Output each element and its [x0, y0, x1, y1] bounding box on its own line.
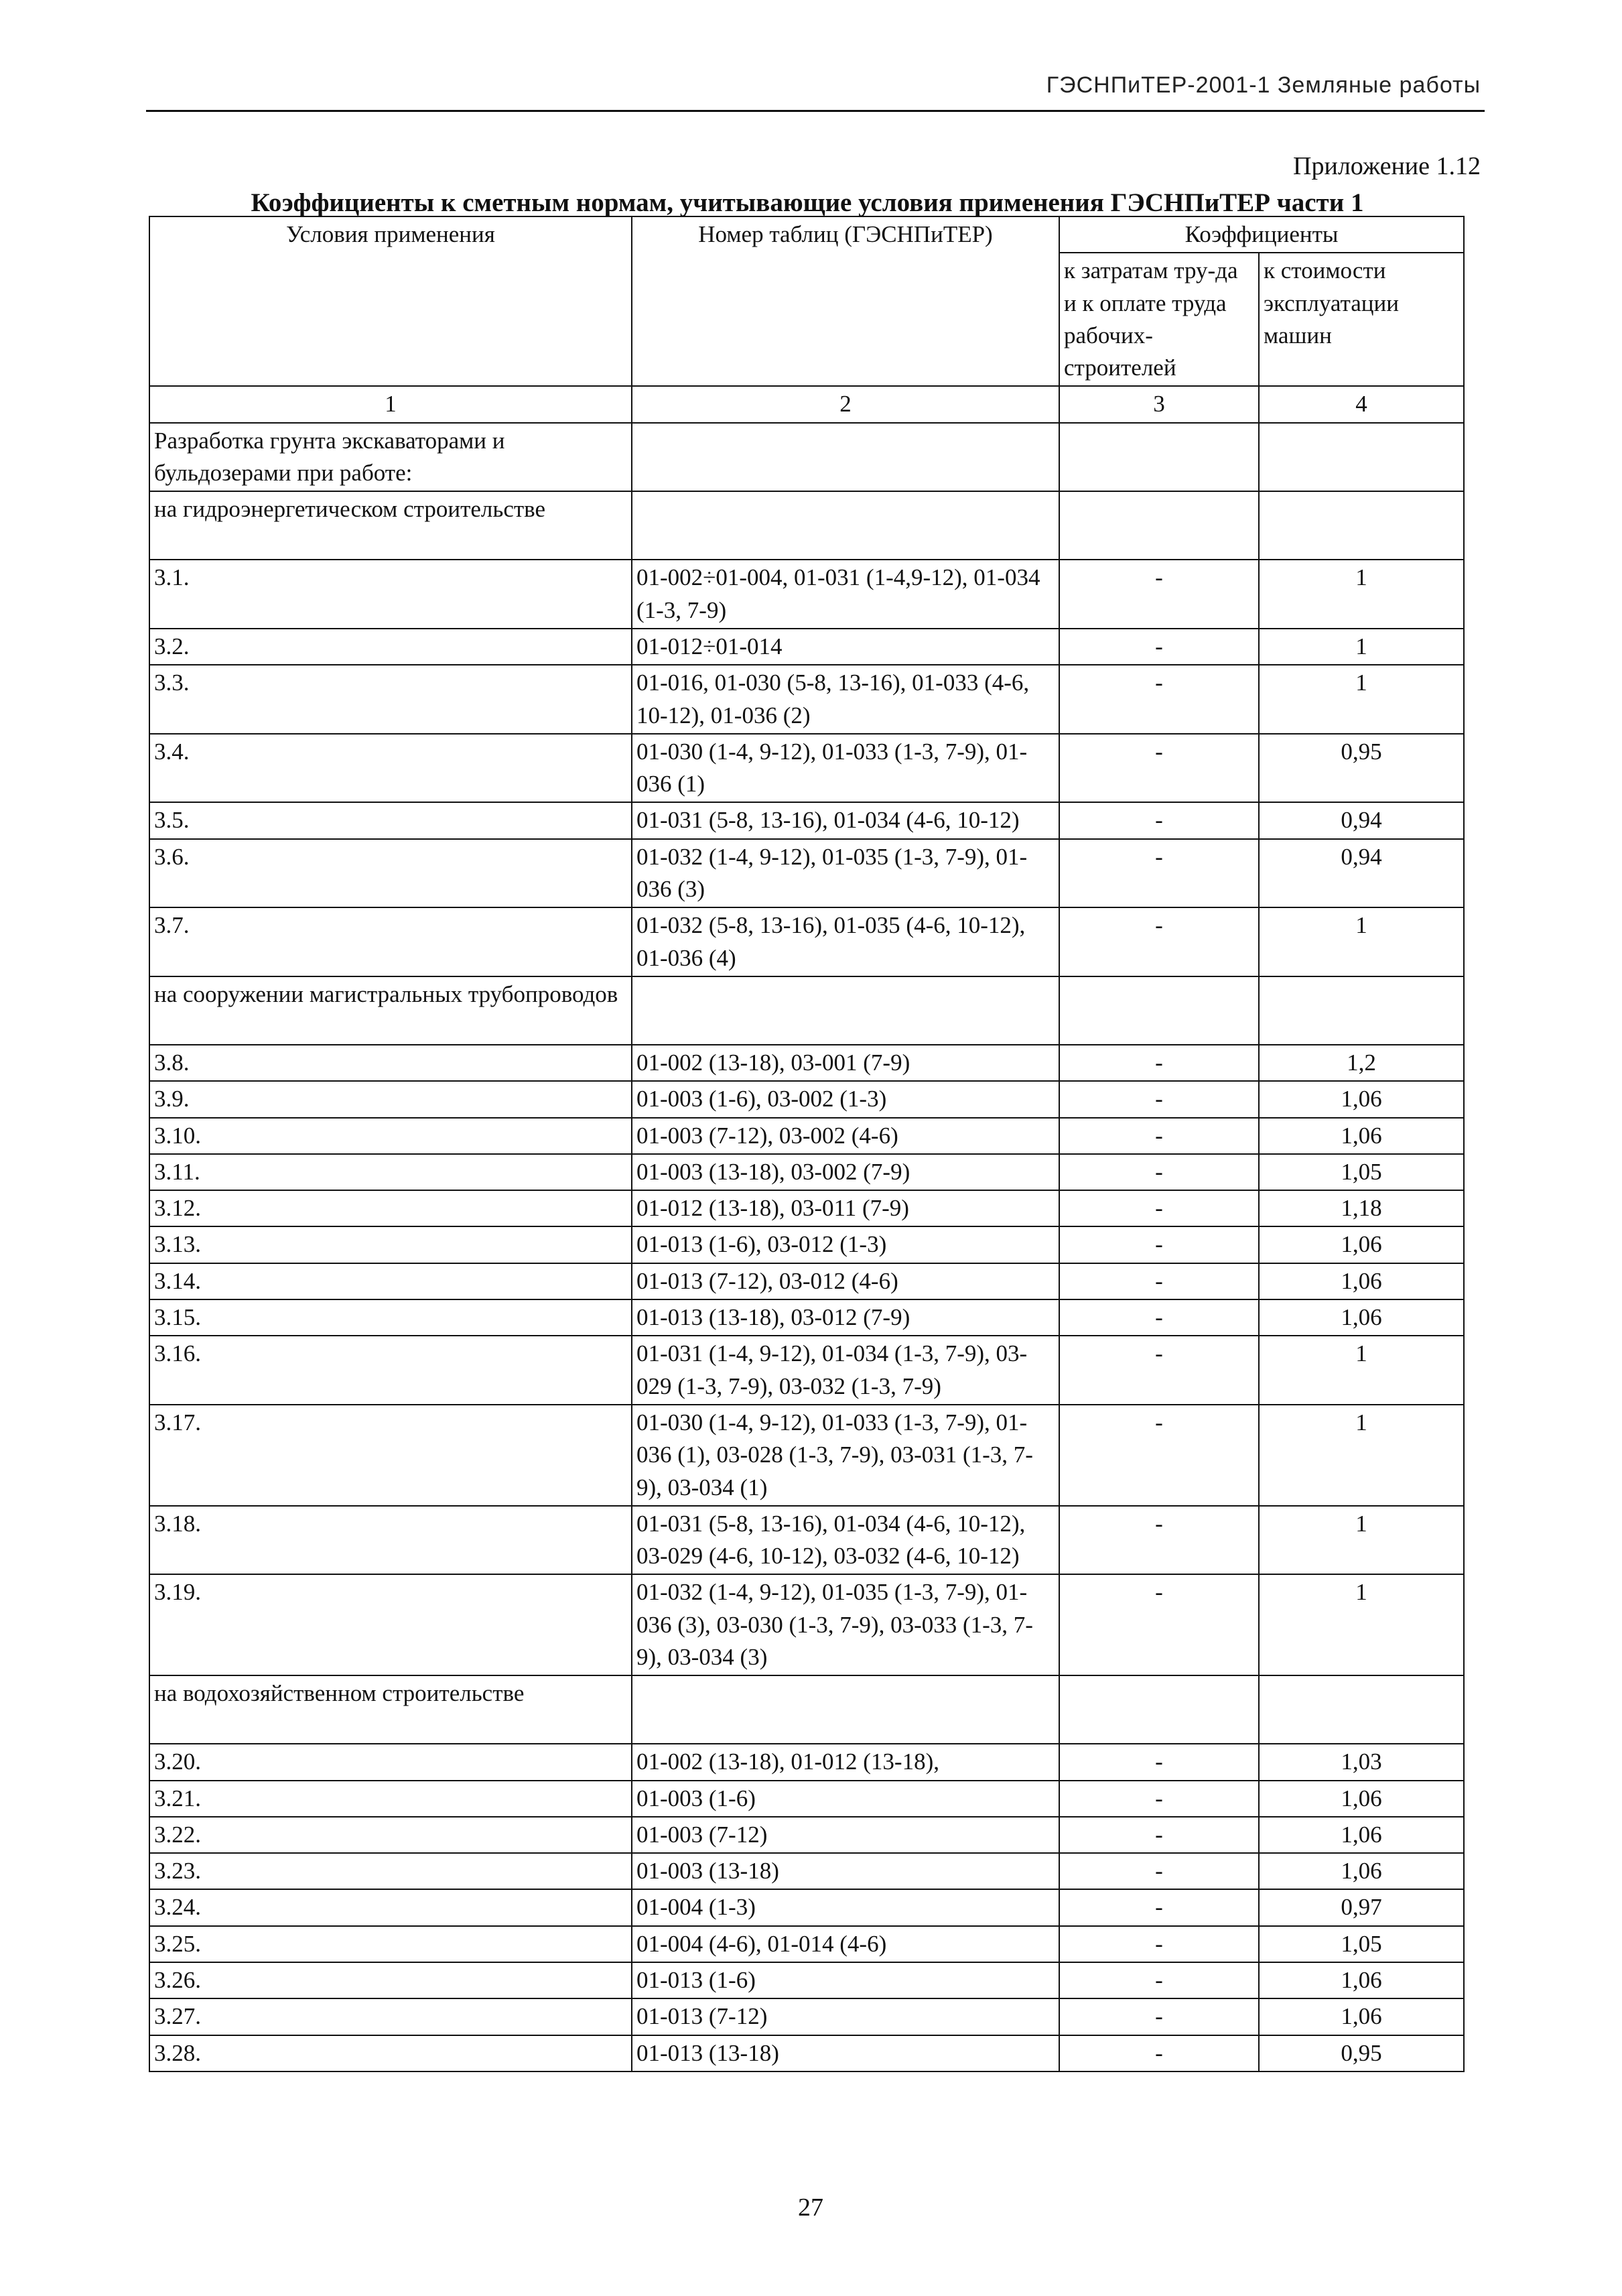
item-number: 3.11. [149, 1154, 632, 1190]
machine-coefficient: 1,06 [1259, 1781, 1464, 1817]
labor-coefficient: - [1059, 1336, 1259, 1405]
table-numbers: 01-013 (7-12), 03-012 (4-6) [632, 1263, 1059, 1299]
item-number: 3.6. [149, 839, 632, 908]
table-row [149, 907, 1464, 976]
item-number: 3.9. [149, 1081, 632, 1117]
table-numbers: 01-030 (1-4, 9-12), 01-033 (1-3, 7-9), 01-036 (1) [632, 734, 1059, 803]
column-number-row [149, 386, 1464, 422]
empty-cell [632, 976, 1059, 1045]
machine-coefficient: 1,18 [1259, 1190, 1464, 1226]
coefficients-table [149, 216, 1465, 2072]
item-number: 3.7. [149, 907, 632, 976]
labor-coefficient: - [1059, 1889, 1259, 1925]
empty-cell [1259, 423, 1464, 492]
labor-coefficient: - [1059, 1045, 1259, 1081]
machine-coefficient: 1,05 [1259, 1926, 1464, 1962]
table-numbers: 01-003 (1-6) [632, 1781, 1059, 1817]
item-number: 3.23. [149, 1853, 632, 1889]
labor-coefficient: - [1059, 1926, 1259, 1962]
item-number: 3.26. [149, 1962, 632, 1998]
table-row [149, 1226, 1464, 1263]
table-row [149, 1962, 1464, 1998]
item-number: 3.25. [149, 1926, 632, 1962]
table-row [149, 1045, 1464, 1081]
machine-coefficient: 0,94 [1259, 839, 1464, 908]
machine-coefficient: 1,05 [1259, 1154, 1464, 1190]
table-row [149, 1853, 1464, 1889]
column-number: 4 [1259, 386, 1464, 422]
item-number: 3.10. [149, 1118, 632, 1154]
item-number: 3.18. [149, 1506, 632, 1575]
table-numbers: 01-031 (1-4, 9-12), 01-034 (1-3, 7-9), 03-029 (1-3, 7-9), 03-032 (1-3, 7-9) [632, 1336, 1059, 1405]
table-numbers: 01-004 (4-6), 01-014 (4-6) [632, 1926, 1059, 1962]
machine-coefficient: 1,06 [1259, 1998, 1464, 2035]
machine-coefficient: 1 [1259, 1574, 1464, 1675]
table-numbers: 01-032 (5-8, 13-16), 01-035 (4-6, 10-12), 01-036 (4) [632, 907, 1059, 976]
table-row [149, 802, 1464, 838]
table-row [149, 1336, 1464, 1405]
machine-coefficient: 1,06 [1259, 1853, 1464, 1889]
item-number: 3.21. [149, 1781, 632, 1817]
header-rule [146, 110, 1485, 112]
table-row [149, 1781, 1464, 1817]
empty-cell [1059, 423, 1259, 492]
machine-coefficient: 0,97 [1259, 1889, 1464, 1925]
table-row [149, 1081, 1464, 1117]
table-numbers: 01-031 (5-8, 13-16), 01-034 (4-6, 10-12) [632, 802, 1059, 838]
table-numbers: 01-030 (1-4, 9-12), 01-033 (1-3, 7-9), 01-036 (1), 03-028 (1-3, 7-9), 03-031 (1-3, 7-9), 03-034 (1) [632, 1405, 1059, 1506]
labor-coefficient: - [1059, 1405, 1259, 1506]
labor-coefficient: - [1059, 1118, 1259, 1154]
table-body [149, 216, 1464, 2071]
page-number: 27 [798, 2193, 823, 2222]
table-numbers: 01-002 (13-18), 03-001 (7-9) [632, 1045, 1059, 1081]
table-numbers: 01-032 (1-4, 9-12), 01-035 (1-3, 7-9), 01-036 (3) [632, 839, 1059, 908]
header-labor: к затратам тру-да и к оплате труда рабочих-строителей [1059, 253, 1259, 386]
table-numbers: 01-012÷01-014 [632, 629, 1059, 665]
empty-cell [632, 1675, 1059, 1744]
table-row [149, 1889, 1464, 1925]
empty-cell [632, 423, 1059, 492]
header-machines: к стоимости эксплуатации машин [1259, 253, 1464, 386]
header-conditions: Условия применения [149, 216, 632, 386]
table-row [149, 1817, 1464, 1853]
table-row [149, 1506, 1464, 1575]
labor-coefficient: - [1059, 1574, 1259, 1675]
empty-cell [1059, 1675, 1259, 1744]
empty-cell [1059, 976, 1259, 1045]
table-row [149, 1926, 1464, 1962]
machine-coefficient: 1 [1259, 1336, 1464, 1405]
item-number: 3.8. [149, 1045, 632, 1081]
labor-coefficient: - [1059, 1817, 1259, 1853]
labor-coefficient: - [1059, 560, 1259, 629]
table-row [149, 1263, 1464, 1299]
header-coefficients: Коэффициенты [1059, 216, 1464, 253]
empty-cell [1259, 491, 1464, 560]
section-title: на гидроэнергетическом строительстве [149, 491, 632, 560]
machine-coefficient: 0,95 [1259, 2035, 1464, 2071]
table-numbers: 01-003 (13-18) [632, 1853, 1059, 1889]
machine-coefficient: 1,06 [1259, 1081, 1464, 1117]
item-number: 3.24. [149, 1889, 632, 1925]
table-numbers: 01-013 (13-18) [632, 2035, 1059, 2071]
labor-coefficient: - [1059, 1998, 1259, 2035]
header-table-number: Номер таблиц (ГЭСНПиТЕР) [632, 216, 1059, 386]
machine-coefficient: 1 [1259, 629, 1464, 665]
machine-coefficient: 0,95 [1259, 734, 1464, 803]
appendix-label: Приложение 1.12 [1293, 152, 1481, 180]
table-numbers: 01-002÷01-004, 01-031 (1-4,9-12), 01-034 (1-3, 7-9) [632, 560, 1059, 629]
labor-coefficient: - [1059, 629, 1259, 665]
table-row [149, 734, 1464, 803]
labor-coefficient: - [1059, 1081, 1259, 1117]
labor-coefficient: - [1059, 839, 1259, 908]
intro-text: Разработка грунта экскаваторами и бульдозерами при работе: [149, 423, 632, 492]
labor-coefficient: - [1059, 907, 1259, 976]
table-row [149, 629, 1464, 665]
labor-coefficient: - [1059, 1299, 1259, 1336]
table-numbers: 01-002 (13-18), 01-012 (13-18), [632, 1744, 1059, 1780]
item-number: 3.2. [149, 629, 632, 665]
table-numbers: 01-013 (13-18), 03-012 (7-9) [632, 1299, 1059, 1336]
machine-coefficient: 1,06 [1259, 1299, 1464, 1336]
labor-coefficient: - [1059, 1190, 1259, 1226]
table-row [149, 1744, 1464, 1780]
table-row [149, 560, 1464, 629]
table-row [149, 665, 1464, 734]
item-number: 3.17. [149, 1405, 632, 1506]
machine-coefficient: 1,2 [1259, 1045, 1464, 1081]
table-numbers: 01-031 (5-8, 13-16), 01-034 (4-6, 10-12), 03-029 (4-6, 10-12), 03-032 (4-6, 10-12) [632, 1506, 1059, 1575]
column-number: 1 [149, 386, 632, 422]
table-numbers: 01-016, 01-030 (5-8, 13-16), 01-033 (4-6, 10-12), 01-036 (2) [632, 665, 1059, 734]
column-number: 3 [1059, 386, 1259, 422]
machine-coefficient: 1 [1259, 560, 1464, 629]
labor-coefficient: - [1059, 1506, 1259, 1575]
table-numbers: 01-003 (7-12), 03-002 (4-6) [632, 1118, 1059, 1154]
table-row [149, 839, 1464, 908]
item-number: 3.14. [149, 1263, 632, 1299]
table-row [149, 1118, 1464, 1154]
labor-coefficient: - [1059, 1781, 1259, 1817]
item-number: 3.27. [149, 1998, 632, 2035]
table-row [149, 1190, 1464, 1226]
machine-coefficient: 1,03 [1259, 1744, 1464, 1780]
item-number: 3.19. [149, 1574, 632, 1675]
machine-coefficient: 0,94 [1259, 802, 1464, 838]
section-row [149, 976, 1464, 1045]
item-number: 3.22. [149, 1817, 632, 1853]
empty-cell [1259, 976, 1464, 1045]
machine-coefficient: 1 [1259, 665, 1464, 734]
section-row [149, 1675, 1464, 1744]
labor-coefficient: - [1059, 1962, 1259, 1998]
machine-coefficient: 1 [1259, 907, 1464, 976]
section-title: на сооружении магистральных трубопроводов [149, 976, 632, 1045]
labor-coefficient: - [1059, 1154, 1259, 1190]
item-number: 3.20. [149, 1744, 632, 1780]
running-header: ГЭСНПиТЕР-2001-1 Земляные работы [1046, 72, 1481, 98]
labor-coefficient: - [1059, 1263, 1259, 1299]
item-number: 3.1. [149, 560, 632, 629]
table-numbers: 01-012 (13-18), 03-011 (7-9) [632, 1190, 1059, 1226]
table-title: Коэффициенты к сметным нормам, учитывающие условия применения ГЭСНПиТЕР части 1 [251, 188, 1364, 217]
table-numbers: 01-003 (13-18), 03-002 (7-9) [632, 1154, 1059, 1190]
machine-coefficient: 1,06 [1259, 1226, 1464, 1263]
item-number: 3.13. [149, 1226, 632, 1263]
machine-coefficient: 1,06 [1259, 1263, 1464, 1299]
machine-coefficient: 1 [1259, 1405, 1464, 1506]
labor-coefficient: - [1059, 802, 1259, 838]
intro-row [149, 423, 1464, 492]
section-row [149, 491, 1464, 560]
table-row [149, 1574, 1464, 1675]
table-numbers: 01-013 (1-6), 03-012 (1-3) [632, 1226, 1059, 1263]
item-number: 3.16. [149, 1336, 632, 1405]
machine-coefficient: 1,06 [1259, 1962, 1464, 1998]
table-row [149, 1299, 1464, 1336]
item-number: 3.28. [149, 2035, 632, 2071]
table-row [149, 1154, 1464, 1190]
machine-coefficient: 1,06 [1259, 1817, 1464, 1853]
empty-cell [1259, 1675, 1464, 1744]
table-numbers: 01-032 (1-4, 9-12), 01-035 (1-3, 7-9), 01-036 (3), 03-030 (1-3, 7-9), 03-033 (1-3, 7-9), 03-034 (3) [632, 1574, 1059, 1675]
header-row [149, 216, 1464, 253]
item-number: 3.15. [149, 1299, 632, 1336]
item-number: 3.12. [149, 1190, 632, 1226]
table-numbers: 01-013 (7-12) [632, 1998, 1059, 2035]
table-row [149, 2035, 1464, 2071]
machine-coefficient: 1 [1259, 1506, 1464, 1575]
table-numbers: 01-003 (7-12) [632, 1817, 1059, 1853]
item-number: 3.3. [149, 665, 632, 734]
item-number: 3.5. [149, 802, 632, 838]
labor-coefficient: - [1059, 734, 1259, 803]
labor-coefficient: - [1059, 2035, 1259, 2071]
labor-coefficient: - [1059, 1744, 1259, 1780]
item-number: 3.4. [149, 734, 632, 803]
table-row [149, 1405, 1464, 1506]
labor-coefficient: - [1059, 665, 1259, 734]
empty-cell [632, 491, 1059, 560]
table-numbers: 01-004 (1-3) [632, 1889, 1059, 1925]
labor-coefficient: - [1059, 1226, 1259, 1263]
section-title: на водохозяйственном строительстве [149, 1675, 632, 1744]
empty-cell [1059, 491, 1259, 560]
column-number: 2 [632, 386, 1059, 422]
labor-coefficient: - [1059, 1853, 1259, 1889]
table-numbers: 01-013 (1-6) [632, 1962, 1059, 1998]
table-numbers: 01-003 (1-6), 03-002 (1-3) [632, 1081, 1059, 1117]
machine-coefficient: 1,06 [1259, 1118, 1464, 1154]
table-row [149, 1998, 1464, 2035]
